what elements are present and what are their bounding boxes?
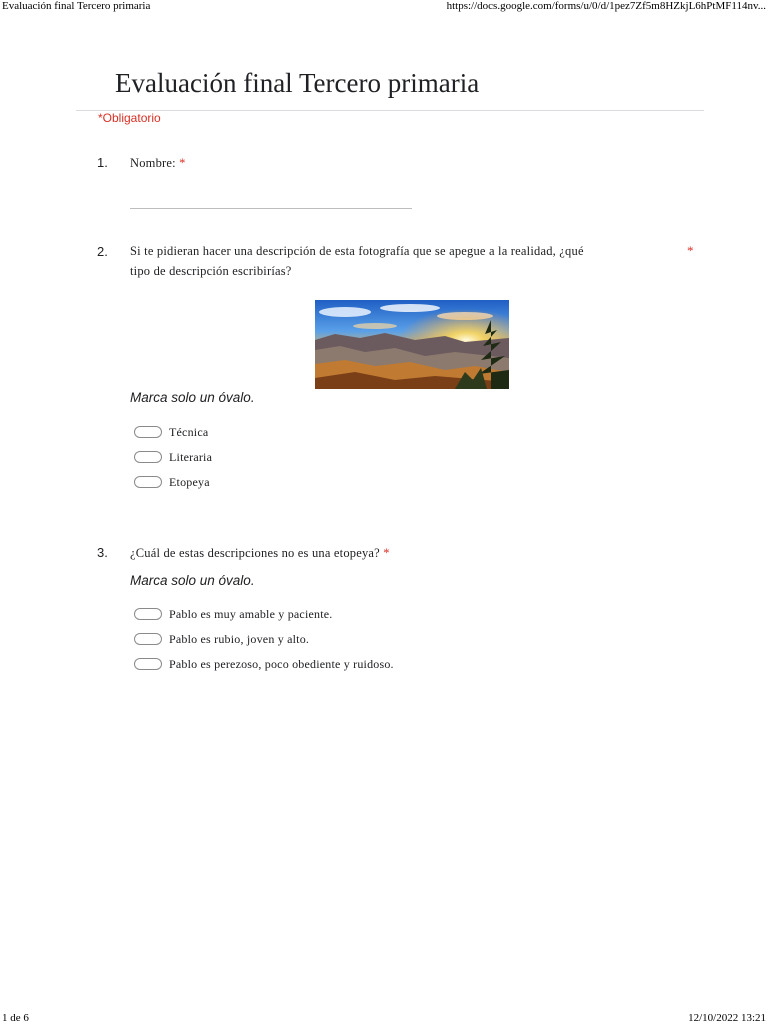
print-header-title: Evaluación final Tercero primaria xyxy=(2,0,151,12)
question-1-text xyxy=(130,153,186,173)
radio-oval[interactable] xyxy=(134,658,162,670)
radio-oval[interactable] xyxy=(134,451,162,463)
option-label: Literaria xyxy=(169,449,213,464)
form-title: Evaluación final Tercero primaria xyxy=(115,68,480,98)
radio-oval[interactable] xyxy=(134,608,162,620)
question-2-number: 2. xyxy=(97,244,108,259)
name-answer-input[interactable] xyxy=(130,208,412,209)
radio-oval[interactable] xyxy=(134,633,162,645)
question-3-required-mark: * xyxy=(383,546,390,560)
question-3-option-2[interactable] xyxy=(134,631,309,647)
option-label: Etopeya xyxy=(169,474,210,489)
question-2-option-literaria[interactable] xyxy=(134,449,212,465)
question-2-text-line-2: tipo de descripción escribirías? xyxy=(130,264,292,278)
print-footer-page: 1 de 6 xyxy=(2,1012,29,1024)
question-2-required-mark: * xyxy=(687,243,694,258)
question-2-option-tecnica[interactable] xyxy=(134,424,208,440)
radio-oval[interactable] xyxy=(134,476,162,488)
question-3-number: 3. xyxy=(97,545,108,560)
question-2-instruction: Marca solo un óvalo. xyxy=(130,390,255,405)
question-3-label: ¿Cuál de estas descripciones no es una etopeya? xyxy=(130,546,380,560)
question-2-option-etopeya[interactable] xyxy=(134,474,210,490)
title-divider xyxy=(76,110,704,111)
question-1-required-mark: * xyxy=(179,156,186,170)
question-1-number: 1. xyxy=(97,155,108,170)
question-3-text xyxy=(130,543,390,563)
print-header-url: https://docs.google.com/forms/u/0/d/1pez7Zf5m8HZkjL6hPtMF114nv... xyxy=(446,0,766,12)
option-label: Pablo es muy amable y paciente. xyxy=(169,606,333,621)
option-label: Pablo es perezoso, poco obediente y ruidoso. xyxy=(169,656,394,671)
question-3-instruction: Marca solo un óvalo. xyxy=(130,573,255,588)
option-label: Pablo es rubio, joven y alto. xyxy=(169,631,310,646)
radio-oval[interactable] xyxy=(134,426,162,438)
required-note: *Obligatorio xyxy=(98,111,161,125)
question-3-option-3[interactable] xyxy=(134,656,394,672)
print-footer-datetime: 12/10/2022 13:21 xyxy=(688,1012,766,1024)
landscape-photo xyxy=(315,300,509,389)
question-3-option-1[interactable] xyxy=(134,606,332,622)
question-1-label: Nombre: xyxy=(130,156,176,170)
question-2-text-line-1: Si te pidieran hacer una descripción de esta fotografía que se apegue a la realidad, ¿qué xyxy=(130,244,584,258)
option-label: Técnica xyxy=(169,424,209,439)
